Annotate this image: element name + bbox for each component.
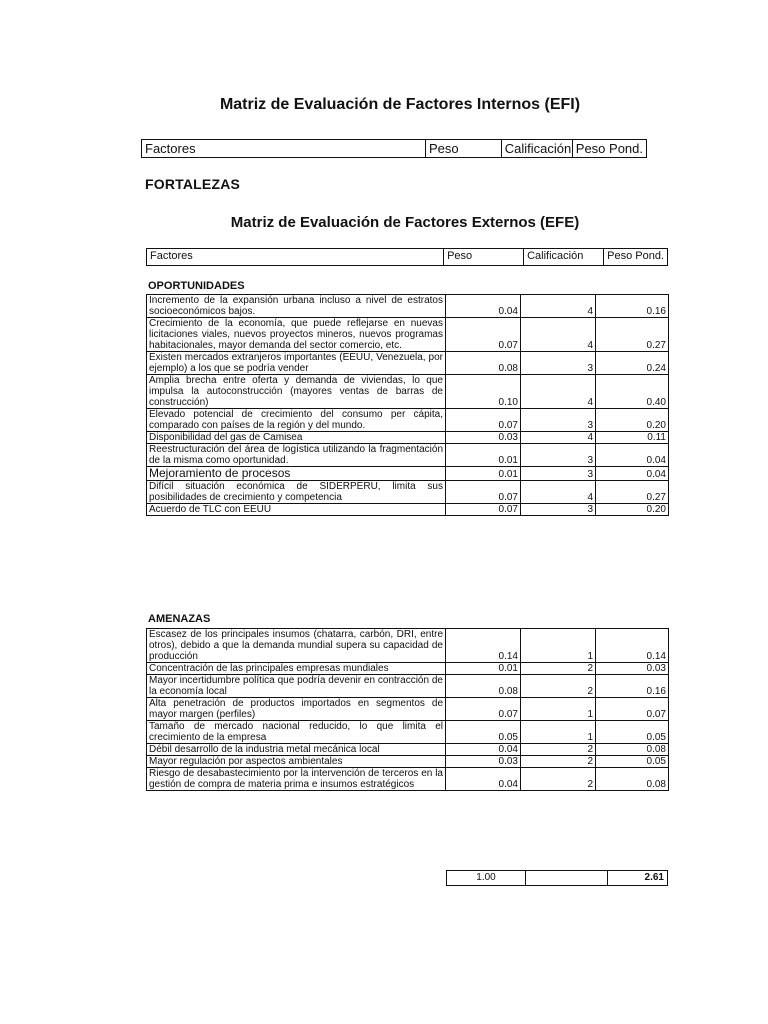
calificacion-cell: 2 <box>521 744 596 756</box>
peso-cell: 0.03 <box>446 432 521 444</box>
table-row <box>147 629 669 663</box>
table-row <box>147 444 669 467</box>
calificacion-cell: 3 <box>521 467 596 481</box>
table-row <box>147 744 669 756</box>
table-row <box>147 698 669 721</box>
factor-cell: Concentración de las principales empresas mundiales <box>147 663 446 675</box>
efi-header-factores: Factores <box>142 140 426 157</box>
calificacion-cell: 2 <box>521 675 596 698</box>
table-row <box>147 756 669 768</box>
peso-pond-cell: 0.05 <box>596 721 669 744</box>
peso-cell: 0.07 <box>446 504 521 516</box>
peso-pond-cell: 0.08 <box>596 744 669 756</box>
peso-pond-cell: 0.07 <box>596 698 669 721</box>
table-row <box>147 375 669 409</box>
amenazas-heading: AMENAZAS <box>148 613 211 625</box>
factor-cell: Disponibilidad del gas de Camisea <box>147 432 446 444</box>
total-peso-pond: 2.61 <box>644 872 664 883</box>
calificacion-cell: 4 <box>521 375 596 409</box>
table-row <box>147 352 669 375</box>
efe-header-peso: Peso <box>444 249 524 265</box>
peso-pond-cell: 0.20 <box>596 504 669 516</box>
peso-pond-cell: 0.11 <box>596 432 669 444</box>
calificacion-cell: 4 <box>521 432 596 444</box>
table-row <box>147 663 669 675</box>
peso-cell: 0.03 <box>446 756 521 768</box>
factor-cell: Amplia brecha entre oferta y demanda de viviendas, lo que impulsa la autoconstrucción (mayores ventas de barras de construcción) <box>147 375 446 409</box>
peso-pond-cell: 0.08 <box>596 768 669 791</box>
table-row <box>147 467 669 481</box>
peso-pond-cell: 0.24 <box>596 352 669 375</box>
factor-cell: Alta penetración de productos importados en segmentos de mayor margen (perfiles) <box>147 698 446 721</box>
table-row <box>147 675 669 698</box>
table-row <box>147 504 669 516</box>
factor-cell: Crecimiento de la economía, que puede reflejarse en nuevas licitaciones viales, nuevos proyectos mineros, nuevos programas habitacionales, mayor demanda del sector comercio, etc. <box>147 318 446 352</box>
factor-cell: Débil desarrollo de la industria metal mecánica local <box>147 744 446 756</box>
calificacion-cell: 1 <box>521 721 596 744</box>
peso-pond-cell: 0.04 <box>596 444 669 467</box>
total-row <box>446 870 668 886</box>
oportunidades-heading: OPORTUNIDADES <box>148 280 245 292</box>
efi-header-row <box>141 139 647 158</box>
efe-header-factores: Factores <box>147 249 444 265</box>
factor-cell: Escasez de los principales insumos (chatarra, carbón, DRI, entre otros), debido a que la demanda mundial supera su capacidad de producción <box>147 629 446 663</box>
efi-header-peso: Peso <box>426 140 502 157</box>
calificacion-cell: 2 <box>521 663 596 675</box>
total-calificacion <box>526 871 608 885</box>
peso-pond-cell: 0.27 <box>596 318 669 352</box>
efe-header-peso-pond: Peso Pond. <box>607 250 664 262</box>
efi-header-peso-pond: Peso Pond. <box>575 141 643 156</box>
peso-pond-cell: 0.03 <box>596 663 669 675</box>
table-row <box>147 432 669 444</box>
amenazas-table <box>146 628 669 791</box>
factor-cell: Existen mercados extranjeros importantes (EEUU, Venezuela, por ejemplo) a los que se podría vender <box>147 352 446 375</box>
calificacion-cell: 3 <box>521 504 596 516</box>
peso-pond-cell: 0.14 <box>596 629 669 663</box>
table-row <box>147 409 669 432</box>
table-row <box>147 481 669 504</box>
factor-cell: Mayor incertidumbre política que podría devenir en contracción de la economía local <box>147 675 446 698</box>
calificacion-cell: 4 <box>521 318 596 352</box>
factor-cell: Difícil situación económica de SIDERPERU, limita sus posibilidades de crecimiento y competencia <box>147 481 446 504</box>
peso-cell: 0.01 <box>446 467 521 481</box>
calificacion-cell: 2 <box>521 756 596 768</box>
peso-pond-cell: 0.04 <box>596 467 669 481</box>
factor-cell: Elevado potencial de crecimiento del consumo per cápita, comparado con países de la región y del mundo. <box>147 409 446 432</box>
calificacion-cell: 4 <box>521 295 596 318</box>
peso-pond-cell: 0.16 <box>596 295 669 318</box>
peso-cell: 0.14 <box>446 629 521 663</box>
factor-cell: Riesgo de desabastecimiento por la intervención de terceros en la gestión de compra de materia prima e insumos estratégicos <box>147 768 446 791</box>
total-peso: 1.00 <box>447 871 526 885</box>
peso-cell: 0.07 <box>446 318 521 352</box>
efi-title: Matriz de Evaluación de Factores Internos (EFI) <box>219 96 581 113</box>
table-row <box>147 768 669 791</box>
factor-cell: Incremento de la expansión urbana incluso a nivel de estratos socioeconómicos bajos. <box>147 295 446 318</box>
peso-cell: 0.10 <box>446 375 521 409</box>
peso-cell: 0.01 <box>446 663 521 675</box>
fortalezas-heading: FORTALEZAS <box>145 176 241 192</box>
calificacion-cell: 3 <box>521 409 596 432</box>
peso-cell: 0.08 <box>446 675 521 698</box>
calificacion-cell: 3 <box>521 444 596 467</box>
calificacion-cell: 1 <box>521 629 596 663</box>
factor-cell: Mejoramiento de procesos <box>147 467 446 481</box>
peso-cell: 0.04 <box>446 768 521 791</box>
calificacion-cell: 2 <box>521 768 596 791</box>
peso-cell: 0.04 <box>446 295 521 318</box>
efe-header-calificacion: Calificación <box>524 249 604 265</box>
calificacion-cell: 3 <box>521 352 596 375</box>
peso-cell: 0.04 <box>446 744 521 756</box>
peso-pond-cell: 0.16 <box>596 675 669 698</box>
calificacion-cell: 4 <box>521 481 596 504</box>
table-row <box>147 721 669 744</box>
factor-cell: Mayor regulación por aspectos ambientales <box>147 756 446 768</box>
peso-pond-cell: 0.05 <box>596 756 669 768</box>
factor-cell: Reestructuración del área de logística utilizando la fragmentación de la misma como oportunidad. <box>147 444 446 467</box>
peso-pond-cell: 0.20 <box>596 409 669 432</box>
peso-pond-cell: 0.27 <box>596 481 669 504</box>
peso-cell: 0.07 <box>446 481 521 504</box>
table-row <box>147 318 669 352</box>
calificacion-cell: 1 <box>521 698 596 721</box>
peso-cell: 0.08 <box>446 352 521 375</box>
factor-cell: Tamaño de mercado nacional reducido, lo que limita el crecimiento de la empresa <box>147 721 446 744</box>
oportunidades-table <box>146 294 669 516</box>
efe-header-row <box>146 248 668 266</box>
peso-cell: 0.07 <box>446 698 521 721</box>
efe-title: Matriz de Evaluación de Factores Externos (EFE) <box>230 214 580 231</box>
peso-cell: 0.05 <box>446 721 521 744</box>
peso-cell: 0.01 <box>446 444 521 467</box>
peso-cell: 0.07 <box>446 409 521 432</box>
peso-pond-cell: 0.40 <box>596 375 669 409</box>
factor-cell: Acuerdo de TLC con EEUU <box>147 504 446 516</box>
efi-header-calificacion: Calificación <box>502 140 573 157</box>
table-row <box>147 295 669 318</box>
